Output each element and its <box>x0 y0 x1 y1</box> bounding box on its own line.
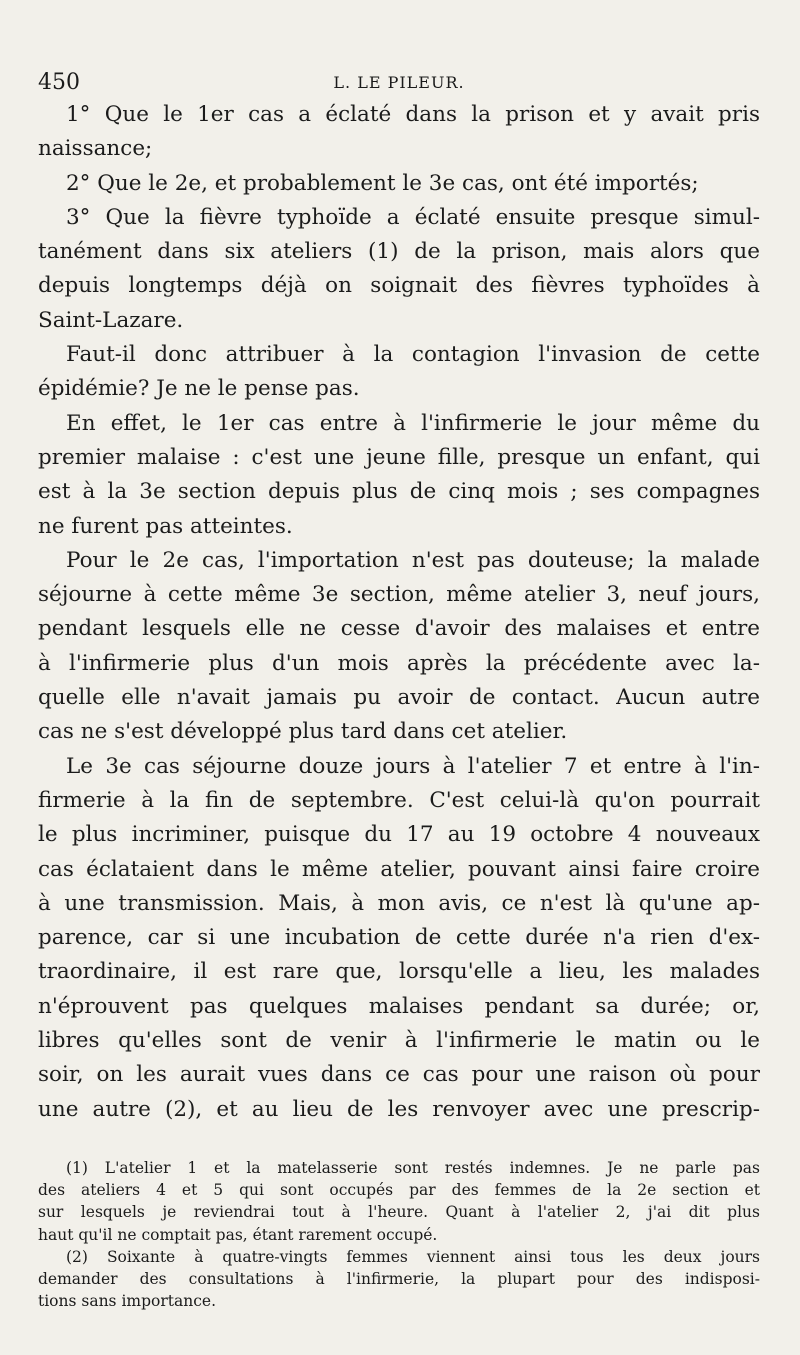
text-line: séjourne à cette même 3e section, même atelier 3, neuf jours, <box>38 582 760 608</box>
text-line: premier malaise : c'est une jeune fille, presque un enfant, qui <box>38 444 760 470</box>
text-line: pendant lesquels elle ne cesse d'avoir des malaises et entre <box>38 616 760 642</box>
text-line: depuis longtemps déjà on soignait des fièvres typhoïdes à <box>38 273 760 299</box>
text-line: à une transmission. Mais, à mon avis, ce n'est là qu'une ap- <box>38 890 760 916</box>
text-line: n'éprouvent pas quelques malaises pendant sa durée; or, <box>38 993 760 1019</box>
footnote-line: tions sans importance. <box>38 1292 216 1311</box>
text-line: le plus incriminer, puisque du 17 au 19 octobre 4 nouveaux <box>38 822 760 848</box>
text-line: libres qu'elles sont de venir à l'infirmerie le matin ou le <box>38 1028 760 1054</box>
text-line: cas éclataient dans le même atelier, pouvant ainsi faire croire <box>38 856 760 882</box>
text-line: Pour le 2e cas, l'importation n'est pas douteuse; la malade <box>66 547 760 573</box>
text-line: traordinaire, il est rare que, lorsqu'elle a lieu, les malades <box>38 959 760 985</box>
footnotes <box>38 1157 760 1312</box>
footnote-line: demander des consultations à l'infirmerie, la plupart pour des indisposi- <box>38 1269 760 1288</box>
text-line: firmerie à la fin de septembre. C'est celui-là qu'on pourrait <box>38 787 760 813</box>
text-line: Faut-il donc attribuer à la contagion l'invasion de cette <box>66 342 760 368</box>
text-line: naissance; <box>38 136 153 162</box>
footnote-line: (1) L'atelier 1 et la matelasserie sont restés indemnes. Je ne parle pas <box>66 1159 760 1177</box>
text-line: à l'infirmerie plus d'un mois après la précédente avec la- <box>38 650 760 676</box>
text-line: 2° Que le 2e, et probablement le 3e cas, ont été importés; <box>66 170 699 196</box>
page-number: 450 <box>38 70 80 95</box>
text-line: cas ne s'est développé plus tard dans cet atelier. <box>38 719 568 745</box>
text-line: 1° Que le 1er cas a éclaté dans la prison et y avait pris <box>66 102 760 127</box>
text-line: Le 3e cas séjourne douze jours à l'atelier 7 et entre à l'in- <box>66 753 760 779</box>
text-line: ne furent pas atteintes. <box>38 513 293 539</box>
text-line: 3° Que la fièvre typhoïde a éclaté ensuite presque simul- <box>66 204 760 230</box>
footnote-line: sur lesquels je reviendrai tout à l'heure. Quant à l'atelier 2, j'ai dit plus <box>38 1203 760 1222</box>
running-head <box>38 70 760 100</box>
text-line: En effet, le 1er cas entre à l'infirmerie le jour même du <box>66 410 760 436</box>
text-line: quelle elle n'avait jamais pu avoir de contact. Aucun autre <box>38 685 760 711</box>
text-line: parence, car si une incubation de cette durée n'a rien d'ex- <box>38 925 760 951</box>
running-title: L. LE PILEUR. <box>333 73 465 92</box>
footnote-line: haut qu'il ne comptait pas, étant rarement occupé. <box>38 1225 438 1244</box>
text-line: soir, on les aurait vues dans ce cas pour une raison où pour <box>38 1062 760 1088</box>
footnote-line: des ateliers 4 et 5 qui sont occupés par des femmes de la 2e section et <box>38 1181 760 1200</box>
body-text <box>38 98 760 1127</box>
text-line: est à la 3e section depuis plus de cinq mois ; ses compagnes <box>38 479 760 505</box>
footnote-line: (2) Soixante à quatre-vingts femmes viennent ainsi tous les deux jours <box>66 1247 760 1266</box>
text-line: tanément dans six ateliers (1) de la prison, mais alors que <box>38 239 760 265</box>
text-line: une autre (2), et au lieu de les renvoyer avec une prescrip- <box>38 1096 760 1122</box>
text-line: Saint-Lazare. <box>38 307 184 333</box>
text-line: épidémie? Je ne le pense pas. <box>38 376 360 402</box>
